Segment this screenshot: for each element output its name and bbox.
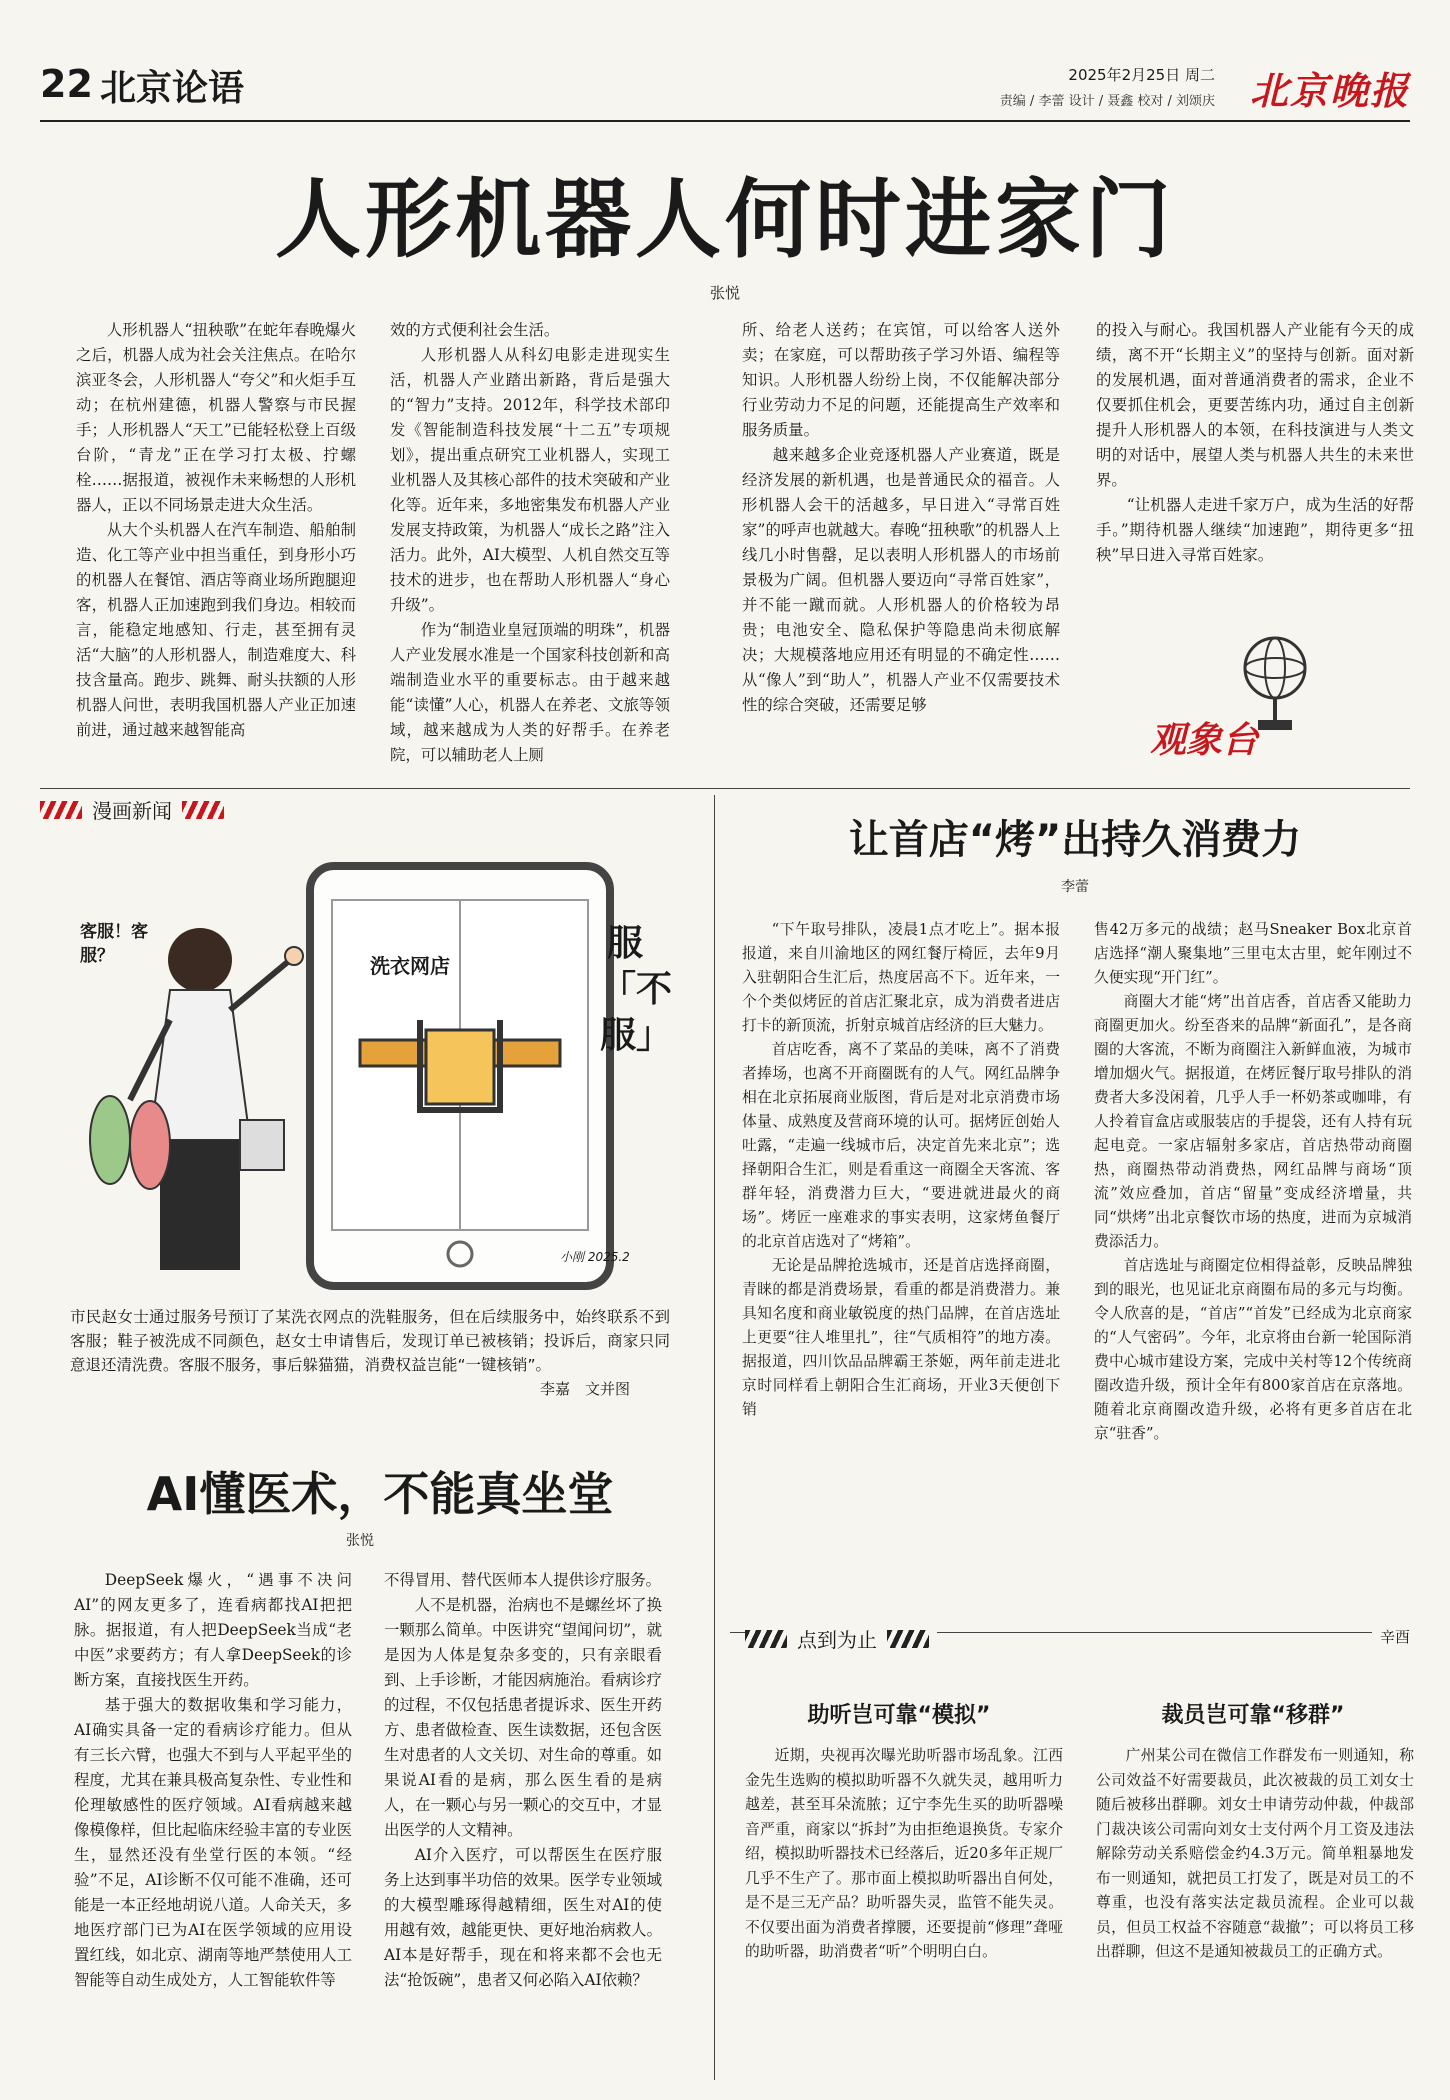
paragraph: 人形机器人“扭秧歌”在蛇年春晚爆火之后，机器人成为社会关注焦点。在哈尔滨亚冬会，人形机器人“夸父”和火炬手互动；在杭州建德，机器人警察与市民握手；人形机器人“天工”已能轻松登上百级台阶，“青龙”正在学习打太极、拧螺栓……据报道，被视作未来畅想的人形机器人，正以不同场景走进大众生活。	[76, 321, 356, 514]
main-column-3	[742, 318, 1060, 718]
stripe-decoration-icon	[887, 1630, 929, 1648]
paper-logo: 北京晚报	[1249, 68, 1410, 113]
paragraph: “让机器人走进千家万户，成为生活的好帮手。”期待机器人继续“加速跑”，期待更多“扭秧”早日进入寻常百姓家。	[1096, 496, 1414, 564]
issue-date: 2025年2月25日 周二	[1068, 66, 1215, 84]
paragraph: 作为“制造业皇冠顶端的明珠”，机器人产业发展水准是一个国家科技创新和高端制造业水平的重要标志。由于越来越能“读懂”人心，机器人在养老、文旅等领域，越来越成为人类的好帮手。在养老院，可以辅助老人上厕	[390, 621, 670, 764]
main-column-2	[390, 318, 670, 768]
paragraph: 从大个头机器人在汽车制造、船舶制造、化工等产业中担当重任，到身形小巧的机器人在餐馆、酒店等商业场所跑腿迎客，机器人正加速跑到我们身边。相较而言，能稳定地感知、行走，甚至拥有灵活“大脑”的人形机器人，制造难度大、科技含量高。跑步、跳舞、耐头扶额的人形机器人问世，表明我国机器人产业正加速前进，通过越来越智能高	[76, 521, 356, 739]
paragraph: “下午取号排队，凌晨1点才吃上”。据本报报道，来自川渝地区的网红餐厅椅匠，去年9月入驻朝阳合生汇后，热度居高不下。近年来，一个个类似烤匠的首店汇聚北京，成为消费者进店打卡的新顶流，折射京城首店经济的巨大魅力。	[742, 921, 1060, 1034]
main-headline: 人形机器人何时进家门	[275, 170, 1175, 270]
artist-signature: 小刚 2025.2	[560, 1250, 630, 1264]
section-name: 北京论语	[100, 67, 245, 109]
ai-article-byline: 张悦	[346, 1533, 374, 1549]
paragraph: 售42万多元的战绩；赵马Sneaker Box北京首店选择“潮人聚集地”三里屯太古里，蛇年刚过不久便实现“开门红”。	[1094, 921, 1412, 986]
brief-section-label	[745, 1624, 937, 1653]
paragraph: 近期，央视再次曝光助听器市场乱象。江西金先生选购的模拟助听器不久就失灵，越用听力越差，甚至耳朵流脓；辽宁李先生买的助听器噪音严重，商家以“拆封”为由拒绝退换货。专家介绍，模拟助听器技术已经落后，近20多年正规厂几乎不生产了。那市面上模拟助听器出自何处，是不是三无产品？助听器失灵，监管不能失灵。不仅要出面为消费者撑腰，还要提前“修理”聋哑的助听器，助消费者“听”个明明白白。	[745, 1747, 1063, 1960]
ai-column-1	[74, 1568, 352, 1993]
paragraph: 人形机器人从科幻电影走进现实生活，机器人产业踏出新路，背后是强大的“智力”支持。2012年，科学技术部印发《智能制造科技发展“十二五”专项规划》，提出重点研究工业机器人，实现工业机器人及其核心部件的技术突破和产业化等。近年来，多地密集发布机器人产业发展支持政策，为机器人“成长之路”注入活力。此外，AI大模型、人机自然交互等技术的进步，也在帮助人形机器人“身心升级”。	[390, 346, 670, 614]
stripe-decoration-icon	[40, 801, 82, 819]
ai-column-2	[384, 1568, 662, 1993]
paragraph: 的投入与耐心。我国机器人产业能有今天的成绩，离不开“长期主义”的坚持与创新。面对新的发展机遇，面对普通消费者的需求，企业不仅要抓住机会，更要苦练内功，通过自主创新提升人形机器人的本领，在科技演进与人类文明的对话中，展望人类与机器人共生的未来世界。	[1096, 321, 1414, 489]
brief-left-body	[745, 1744, 1063, 1965]
cartoon-title: 服「不服」	[600, 922, 673, 1056]
paragraph: 人不是机器，治病也不是螺丝坏了换一颗那么简单。中医讲究“望闻问切”，就是因为人体是复杂多变的，只有亲眼看到、上手诊断，才能因病施治。看病诊疗的过程，不仅包括患者提诉求、医生开药方、患者做检查、医生读数据，还包含医生对患者的人文关切、对生命的尊重。如果说AI看的是病，那么医生看的是病人，在一颗心与另一颗心的交互中，才显出医学的人文精神。	[384, 1596, 662, 1839]
paragraph: 所、给老人送药；在宾馆，可以给客人送外卖；在家庭，可以帮助孩子学习外语、编程等知识。人形机器人纷纷上岗，不仅能解决部分行业劳动力不足的问题，还能提高生产效率和服务质量。	[742, 321, 1060, 439]
paragraph: 商圈大才能“烤”出首店香，首店香又能助力商圈更加火。纷至沓来的品牌“新面孔”，是各商圈的大客流，不断为商圈注入新鲜血液，为城市增加烟火气。据报道，在烤匠餐厅取号排队的消费者大多没闲着，几乎人手一杯奶茶或咖啡，有人拎着盲盒店或服装店的手提袋，还有人持有玩起电竞。一家店辐射多家店，首店热带动商圈热，商圈热带动消费热，网红品牌与商场“顶流”效应叠加，首店“留量”变成经济增量，共同“烘烤”出北京餐饮市场的热度，进而为京城消费添活力。	[1094, 993, 1412, 1250]
shop-sign: 洗衣网店	[370, 954, 450, 978]
cartoon-illustration	[40, 840, 680, 1310]
store-column-2	[1094, 918, 1412, 1446]
ai-article-headline: AI懂医术，不能真坐堂	[146, 1467, 614, 1521]
paragraph: DeepSeek爆火，“遇事不决问AI”的网友更多了，连看病都找AI把把脉。据报道，有人把DeepSeek当成“老中医”求要药方；有人拿DeepSeek的诊断方案，直接找医生开药。	[74, 1571, 352, 1689]
brief-left-headline: 助听岂可靠“模拟”	[807, 1703, 991, 1728]
column-logo-text: 观象台	[1150, 719, 1259, 761]
column-logo	[1150, 630, 1350, 760]
paragraph: 首店选址与商圈定位相得益彰，反映品牌独到的眼光，也见证北京商圈布局的多元与均衡。令人欣喜的是，“首店”“首发”已经成为北京商家的“人气密码”。今年，北京将由台新一轮国际消费中心城市建设方案，完成中关村等12个传统商圈改造升级，预计全年有800家首店在京落地。随着北京商圈改造升级，必将有更多首店在北京“驻香”。	[1094, 1257, 1412, 1442]
cartoon-section-label	[40, 795, 224, 824]
header-divider	[40, 120, 1410, 122]
main-byline: 张悦	[709, 284, 740, 302]
paragraph: 基于强大的数据收集和学习能力，AI确实具备一定的看病诊疗能力。但从有三长六臂，也强大不到与人平起平坐的程度，尤其在兼具极高复杂性、专业性和伦理敏感性的医疗领域。AI看病越来越像模像样，但比起临床经验丰富的专业医生，显然还没有坐堂行医的本领。“经验”不足，AI诊断不仅可能不准确，还可能是一本正经地胡说八道。人命关天，多地医疗部门已为AI在医学领域的应用设置红线，如北京、湖南等地严禁使用人工智能等自动生成处方，人工智能软件等	[74, 1696, 352, 1989]
paragraph: 越来越多企业竞逐机器人产业赛道，既是经济发展的新机遇，也是普通民众的福音。人形机器人会干的活越多，早日进入“寻常百姓家”的呼声也就越大。春晚“扭秧歌”的机器人上线几小时售罄，足以表明人形机器人的市场前景极为广阔。但机器人要迈向“寻常百姓家”，并不能一蹴而就。人形机器人的价格较为昂贵；电池安全、隐私保护等隐患尚未彻底解决；大规模落地应用还有明显的不确定性……从“像人”到“助人”，机器人产业不仅需要技术性的综合突破，还需要足够	[742, 446, 1060, 714]
brief-section-label-text: 点到为止	[797, 1628, 877, 1652]
paragraph: 效的方式便利社会生活。	[390, 321, 560, 339]
store-article-byline: 李蕾	[1061, 879, 1089, 895]
main-column-4	[1096, 318, 1414, 568]
column-divider	[714, 795, 715, 2080]
page-header	[40, 56, 1410, 118]
brief-right-body	[1096, 1744, 1414, 1965]
brief-right-headline: 裁员岂可靠“移群”	[1161, 1703, 1345, 1728]
cartoon-section-label-text: 漫画新闻	[92, 799, 172, 823]
store-column-1	[742, 918, 1060, 1422]
section-divider	[40, 788, 1410, 789]
paragraph: 不得冒用、替代医师本人提供诊疗服务。	[384, 1571, 662, 1589]
cartoon-caption: 市民赵女士通过服务号预订了某洗衣网点的洗鞋服务，但在后续服务中，始终联系不到客服；鞋子被洗成不同颜色，赵女士申请售后，发现订单已被核销；投诉后，商家只同意退还清洗费。客服不服务，事后躲猫猫，消费权益岂能“一键核销”。	[70, 1308, 670, 1374]
paragraph: 广州某公司在微信工作群发布一则通知，称公司效益不好需要裁员，此次被裁的员工刘女士随后被移出群聊。刘女士申请劳动仲裁，仲裁部门裁决该公司需向刘女士支付两个月工资及违法解除劳动关系赔偿金约4.3万元。简单粗暴地发布一则通知，就把员工打发了，既是对员工的不尊重，也没有落实法定裁员流程。企业可以裁员，但员工权益不容随意“裁撤”；可以将员工移出群聊，但这不是通知被裁员工的正确方式。	[1096, 1747, 1414, 1960]
main-column-1	[76, 318, 356, 743]
brief-author: 辛酉	[1372, 1626, 1410, 1647]
paragraph: 无论是品牌抢选城市，还是首店选择商圈，青睐的都是消费场景，看重的都是消费潜力。兼具知名度和商业敏锐度的热门品牌，在首店选址上更要“往人堆里扎”，往“气质相符”的地方凑。据报道，四川饮品品牌霸王茶姬，两年前走进北京时同样看上朝阳合生汇商场，开业3天便创下销	[742, 1257, 1060, 1418]
cartoon-credit: 李嘉 文并图	[540, 1380, 631, 1398]
paragraph: AI介入医疗，可以帮医生在医疗服务上达到事半功倍的效果。医学专业领域的大模型雕琢得越精细，医生对AI的使用越有效，越能更快、更好地治病救人。AI本是好帮手，现在和将来都不会也无法“抢饭碗”，患者又何必陷入AI依赖？	[384, 1846, 662, 1989]
cartoon-speech: 客服！客服？	[80, 922, 148, 966]
paragraph: 首店吃香，离不了菜品的美味，离不了消费者捧场，也离不开商圈既有的人气。网红品牌争相在北京拓展商业版图，背后是对北京消费市场体量、成熟度及营商环境的认可。据烤匠创始人吐露，“走遍一线城市后，决定首先来北京”；选择朝阳合生汇，则是看重这一商圈全天客流、客群年轻，消费潜力巨大，“要进就进最火的商场”。烤匠一座难求的事实表明，这家烤鱼餐厅的北京首店选对了“烤箱”。	[742, 1041, 1060, 1250]
page-number: 22	[40, 62, 93, 106]
store-article-headline: 让首店“烤”出持久消费力	[848, 817, 1302, 863]
staff-credits: 责编 / 李蕾 设计 / 聂鑫 校对 / 刘颂庆	[999, 94, 1215, 109]
stripe-decoration-icon	[745, 1630, 787, 1648]
stripe-decoration-icon	[182, 801, 224, 819]
